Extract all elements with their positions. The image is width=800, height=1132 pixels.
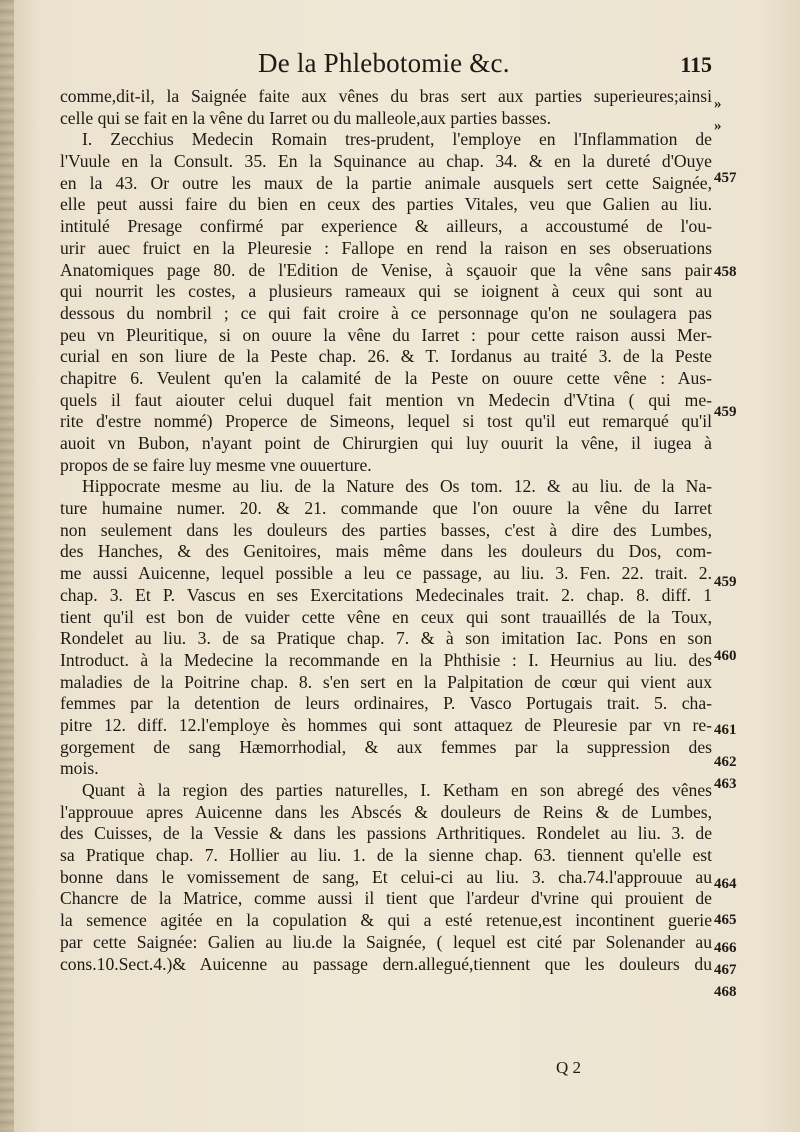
margin-note: 457: [714, 170, 737, 186]
margin-note: »: [714, 118, 722, 134]
text-line: elle peut aussi faire du bien en ceux des parties Vitales, veu que Galien au liu.: [60, 194, 712, 215]
margin-note: 466: [714, 940, 737, 956]
text-line: pitre 12. diff. 12.l'employe ès hommes qui sont attaquez de Pleuresie par vn re-: [60, 714, 712, 735]
text-line: cons.10.Sect.4.)& Auicenne au passage dern.allegué,tiennent que les douleurs du: [60, 953, 712, 974]
text-line: peu vn Pleuritique, si on ouure la vêne du Iarret : pour cette raison aussi Mer-: [60, 324, 712, 345]
text-line: Anatomiques page 80. de l'Edition de Venise, à sçauoir que la vêne sans pair: [60, 259, 712, 280]
text-line: curial en son liure de la Peste chap. 26. & T. Iordanus au traité 3. de la Peste: [60, 346, 712, 367]
text-line: quels il faut aiouter celui duquel fait mention vn Medecin d'Vtina ( qui me-: [60, 389, 712, 410]
margin-note: 467: [714, 962, 737, 978]
text-line: Chancre de la Matrice, comme aussi il tient que l'ardeur d'vrine qui prouient de: [60, 888, 712, 909]
text-line: chap. 3. Et P. Vascus en ses Exercitations Medecinales trait. 2. chap. 8. diff. 1: [60, 584, 712, 605]
text-line: par cette Saignée: Galien au liu.de la Saignée, ( lequel est cité par Solenander au: [60, 931, 712, 952]
margin-note: 461: [714, 722, 737, 738]
text-line: urir auec fruict en la Pleuresie : Fallope en rend la raison en ses obseruations: [60, 237, 712, 258]
text-line: intitulé Presage confirmé par experience & ailleurs, a accoustumé de l'ou-: [60, 216, 712, 237]
margin-note: »: [714, 96, 722, 112]
margin-note: 468: [714, 984, 737, 1000]
margin-note: 460: [714, 648, 737, 664]
text-line: Hippocrate mesme au liu. de la Nature des Os tom. 12. & au liu. de la Na-: [82, 476, 712, 497]
margin-note: 465: [714, 912, 737, 928]
text-line: non seulement dans les douleurs des parties basses, c'est à dire des Lumbes,: [60, 519, 712, 540]
text-line: comme,dit-il, la Saignée faite aux vênes du bras sert aux parties superieures;ainsi: [60, 86, 712, 106]
text-line: la semence agitée en la copulation & qui a esté retenue,est incontinent guerie: [60, 910, 712, 931]
text-line: dessous du nombril ; ce qui fait croire à ce personnage qu'on ne soulagera pas: [60, 302, 712, 323]
page-number: 115: [680, 52, 712, 77]
running-title: De la Phlebotomie &c.: [258, 48, 510, 78]
page-header: [60, 48, 710, 88]
margin-note: 464: [714, 876, 737, 892]
text-line: rite d'estre nommé) Properce de Simeons, lequel si tost qu'il eut remarqué qu'il: [60, 411, 712, 432]
body-text: [60, 86, 712, 975]
text-line: des Cuisses, de la Vessie & dans les passions Arthritiques. Rondelet au liu. 3. de: [60, 823, 712, 844]
text-line: des Hanches, & des Genitoires, mais même dans les douleurs du Dos, com-: [60, 541, 712, 562]
text-line: tient qu'il est bon de vuider cette vêne en ceux qui sont trauaillés de la Toux,: [60, 606, 712, 627]
signature-mark: Q 2: [556, 1058, 582, 1077]
text-line: l'Vuule en la Consult. 35. En la Squinance au chap. 34. & en la dureté d'Ouye: [60, 151, 712, 172]
text-line: en la 43. Or outre les maux de la partie animale ausquels sert cette Saignée,: [60, 172, 712, 193]
text-line: ture humaine numer. 20. & 21. commande que l'on ouure la vêne du Iarret: [60, 498, 712, 519]
text-line: maladies de la Poitrine chap. 8. s'en sert en la Palpitation de cœur qui vient aux: [60, 671, 712, 692]
text-line: qui nourrit les costes, a plusieurs rameaux qui se ioignent à ceux qui sont au: [60, 281, 712, 302]
text-line: Introduct. à la Medecine la recommande en la Phthisie : I. Heurnius au liu. des: [60, 649, 712, 670]
text-line: auoit vn Bubon, n'ayant point de Chirurgien qui luy ouurit la vêne, il iugea à: [60, 433, 712, 453]
margin-note: 458: [714, 264, 737, 280]
margin-note: 459: [714, 574, 737, 590]
margin-note: 459: [714, 404, 737, 420]
text-line: l'approuue apres Auicenne dans les Abscés & douleurs de Reins & de Lumbes,: [60, 801, 712, 822]
text-line: gorgement de sang Hæmorrhodial, & aux femmes par la suppression des: [60, 736, 712, 757]
text-line: I. Zecchius Medecin Romain tres-prudent, l'employe en l'Inflammation de: [82, 129, 712, 150]
text-line: propos de se faire luy mesme vne ouuerture.: [60, 454, 372, 475]
margin-note: 463: [714, 776, 737, 792]
text-line: Quant à la region des parties naturelles, I. Ketham en son abregé des vênes: [82, 780, 712, 800]
text-line: me aussi Auicenne, lequel possible a leu ce passage, au liu. 3. Fen. 22. trait. 2.: [60, 563, 712, 584]
text-line: celle qui se fait en la vêne du Iarret ou du malleole,aux parties basses.: [60, 107, 551, 128]
binding-gutter: [0, 0, 14, 1132]
text-line: sa Pratique chap. 7. Hollier au liu. 1. de la sienne chap. 63. tiennent qu'elle est: [60, 845, 712, 866]
text-line: chapitre 6. Veulent qu'en la calamité de la Peste on ouure cette vêne : Aus-: [60, 367, 712, 388]
text-line: femmes par la detention de leurs ordinaires, P. Vasco Portugais trait. 5. cha-: [60, 693, 712, 714]
margin-note: 462: [714, 754, 737, 770]
text-line: bonne dans le vomissement de sang, Et celui-ci au liu. 3. cha.74.l'approuue au: [60, 866, 712, 887]
text-line: mois.: [60, 758, 99, 779]
text-line: Rondelet au liu. 3. de sa Pratique chap. 7. & à son imitation Iac. Pons en son: [60, 628, 712, 649]
